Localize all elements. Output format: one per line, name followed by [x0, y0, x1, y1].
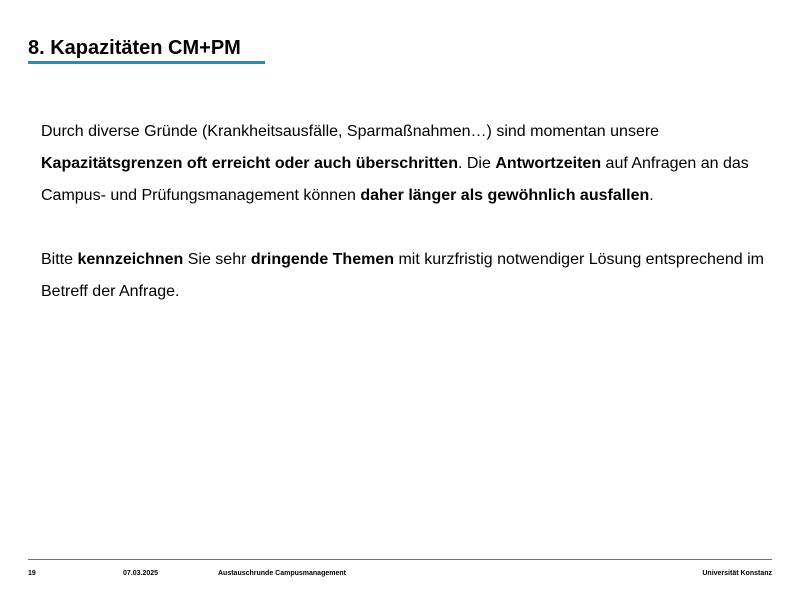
text-segment: . Die	[457, 155, 496, 172]
text-segment: .	[649, 187, 654, 204]
text-segment: Sie sehr	[183, 251, 251, 268]
text-segment: auf Anfragen an das Campus- und Prüfungsmanagement können	[41, 155, 749, 204]
bold-segment-response-times: Antwortzeiten	[495, 155, 602, 172]
footer-event-title: Austauschrunde Campusmanagement	[218, 570, 346, 577]
slide-title: 8. Kapazitäten CM+PM	[28, 37, 241, 59]
bold-segment-urgent-topics: dringende Themen	[250, 251, 394, 268]
bold-segment-mark: kennzeichnen	[77, 251, 184, 268]
slide-body	[41, 116, 771, 308]
bold-segment-longer-than-usual: daher länger als gewöhnlich ausfallen	[360, 187, 650, 204]
paragraph-urgent-topics	[41, 244, 771, 308]
paragraph-capacity	[41, 116, 771, 212]
footer-date: 07.03.2025	[123, 570, 159, 577]
text-segment: Durch diverse Gründe (Krankheitsausfälle, Sparmaßnahmen…) sind momentan unsere	[41, 123, 660, 140]
text-segment: mit kurzfristig notwendiger Lösung entsprechend im Betreff der Anfrage.	[41, 251, 764, 300]
bold-segment-capacity-limits: Kapazitätsgrenzen oft erreicht oder auch überschritten	[41, 155, 458, 172]
footer-divider	[28, 559, 772, 560]
title-underline	[28, 61, 265, 64]
footer-organization: Universität Konstanz	[702, 570, 772, 577]
text-segment: Bitte	[41, 251, 78, 268]
footer-page-number: 19	[28, 570, 36, 577]
